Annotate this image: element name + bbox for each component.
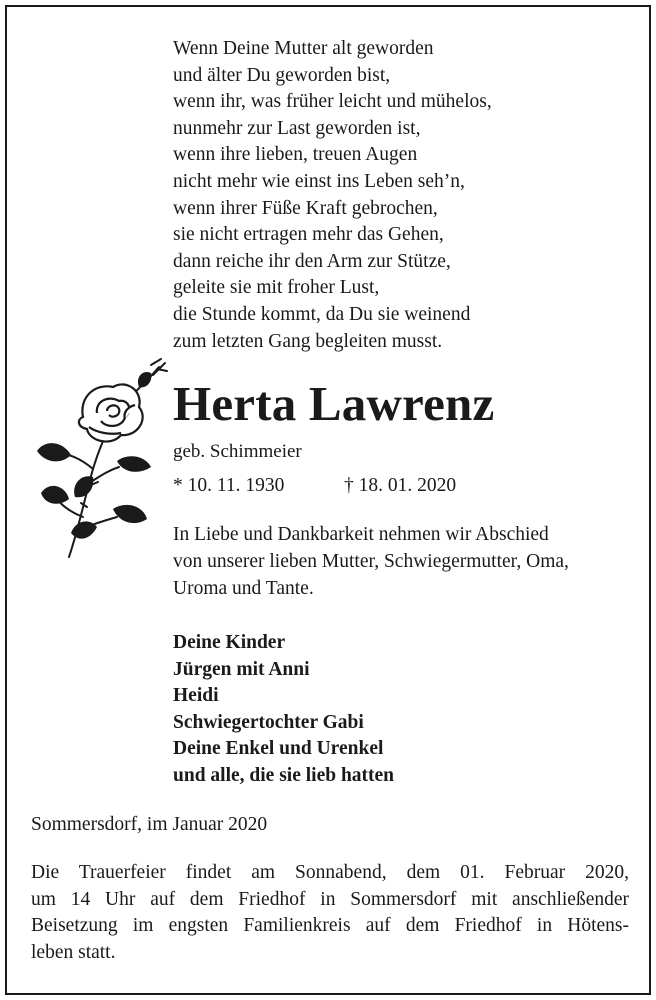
service-line: um 14 Uhr auf dem Friedhof in Sommersdorf mit anschließender	[31, 888, 629, 910]
obituary-card	[5, 5, 651, 995]
mourners-list	[173, 630, 394, 790]
poem-line: wenn ihrer Füße Kraft gebrochen,	[173, 197, 438, 219]
place-date: Sommersdorf, im Januar 2020	[31, 814, 268, 835]
poem-line: sie nicht ertragen mehr das Gehen,	[173, 224, 444, 246]
farewell-line: von unserer lieben Mutter, Schwiegermutter, Oma,	[173, 551, 569, 572]
poem-line: geleite sie mit froher Lust,	[173, 277, 380, 299]
death-date: † 18. 01. 2020	[344, 475, 457, 496]
mourner: Deine Kinder	[173, 632, 286, 653]
poem-line: und älter Du geworden bist,	[173, 64, 391, 86]
farewell-line: Uroma und Tante.	[173, 578, 314, 599]
service-info	[31, 860, 629, 966]
deceased-name: Herta Lawrenz	[173, 376, 495, 431]
life-dates	[173, 473, 457, 499]
poem-line: Wenn Deine Mutter alt geworden	[173, 38, 434, 59]
poem-line: nicht mehr wie einst ins Leben seh’n,	[173, 170, 465, 192]
farewell-line: In Liebe und Dankbarkeit nehmen wir Abschied	[173, 524, 549, 545]
birth-name: geb. Schimmeier	[173, 441, 302, 462]
poem-line: wenn ihre lieben, treuen Augen	[173, 144, 418, 166]
mourner: Heidi	[173, 685, 219, 707]
mourner: Schwiegertochter Gabi	[173, 711, 364, 733]
poem	[173, 36, 492, 355]
service-line: leben statt.	[31, 941, 116, 963]
rose-icon	[27, 357, 177, 567]
poem-line: die Stunde kommt, da Du sie weinend	[173, 303, 471, 325]
farewell-text	[173, 521, 569, 602]
birth-date: * 10. 11. 1930	[173, 475, 285, 496]
mourner: Jürgen mit Anni	[173, 658, 310, 680]
poem-line: nunmehr zur Last geworden ist,	[173, 117, 421, 139]
service-line: Die Trauerfeier findet am Sonnabend, dem 01. Februar 2020,	[31, 862, 629, 883]
mourner: Deine Enkel und Urenkel	[173, 738, 384, 760]
service-line: Beisetzung im engsten Familienkreis auf dem Friedhof in Hötens-	[31, 915, 629, 937]
poem-line: zum letzten Gang begleiten musst.	[173, 330, 443, 352]
mourner: und alle, die sie lieb hatten	[173, 764, 395, 786]
poem-line: dann reiche ihr den Arm zur Stütze,	[173, 250, 451, 272]
poem-line: wenn ihr, was früher leicht und mühelos,	[173, 91, 492, 113]
